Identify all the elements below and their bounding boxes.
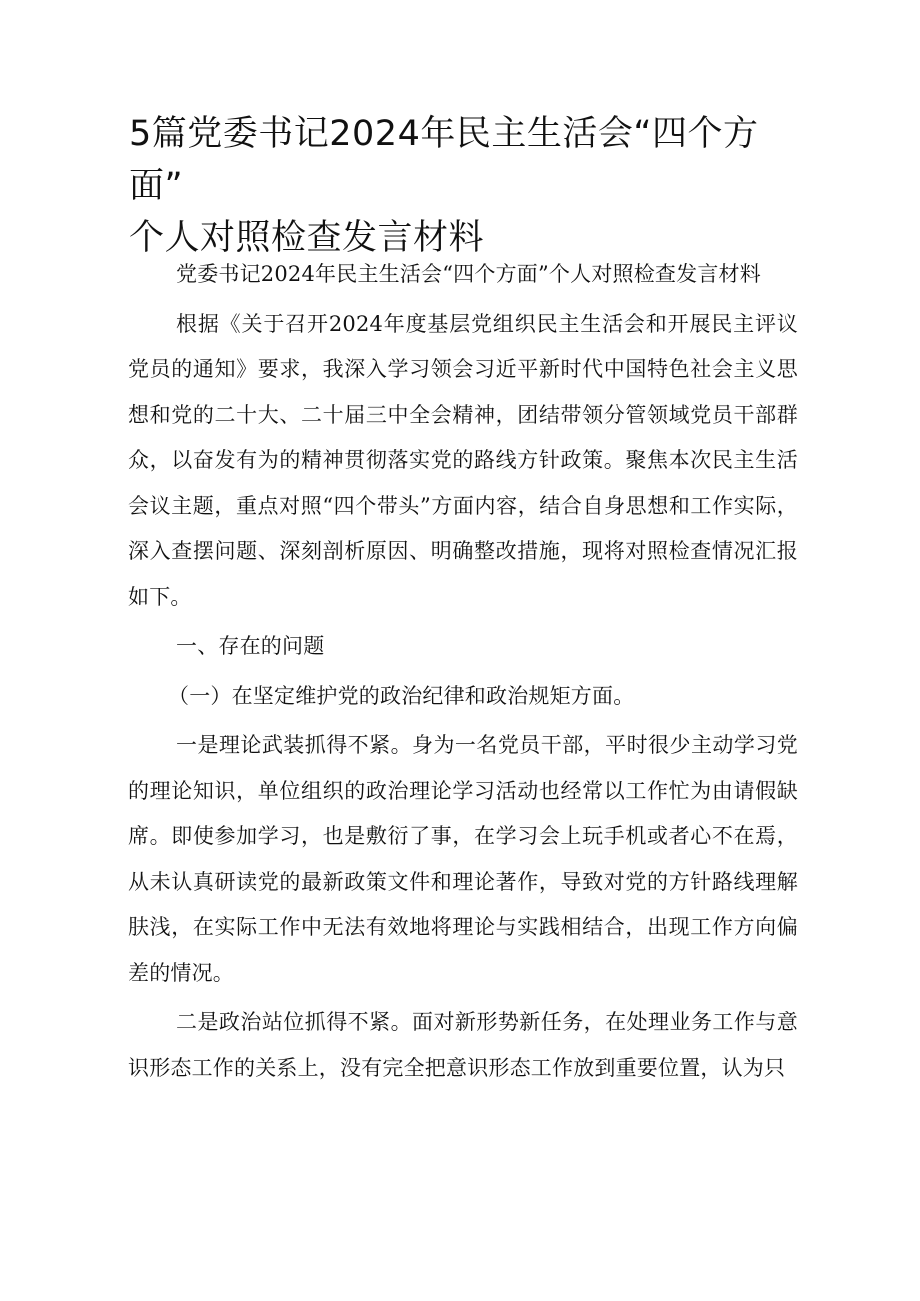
intro-paragraph: 根据《关于召开2024年度基层党组织民主生活会和开展民主评议党员的通知》要求，我深入学习领会习近平新时代中国特色社会主义思想和党的二十大、二十届三中全会精神，团结带领分管领域党员干部群众，以奋发有为的精神贯彻落实党的路线方针政策。聚焦本次民主生活会议主题，重点对照“四个带头”方面内容，结合自身思想和工作实际，深入查摆问题、深刻剖析原因、明确整改措施，现将对照检查情况汇报如下。: [128, 311, 798, 609]
title-line-1: 5篇党委书记2024年民主生活会“四个方面”: [129, 114, 759, 206]
subsection-heading: （一）在坚定维护党的政治纪律和政治规矩方面。: [168, 683, 635, 708]
subtitle-paragraph: 党委书记2024年民主生活会“四个方面”个人对照检查发言材料: [176, 262, 761, 286]
body-paragraph: 一是理论武装抓得不紧。身为一名党员干部，平时很少主动学习党的理论知识，单位组织的政治理论学习活动也经常以工作忙为由请假缺席。即使参加学习，也是敷衍了事，在学习会上玩手机或者心不在焉，从未认真研读党的最新政策文件和理论著作，导致对党的方针路线理解肤浅，在实际工作中无法有效地将理论与实践相结合，出现工作方向偏差的情况。: [128, 733, 798, 985]
body-paragraph: 二是政治站位抓得不紧。面对新形势新任务，在处理业务工作与意识形态工作的关系上，没有完全把意识形态工作放到重要位置，认为只: [128, 1010, 798, 1080]
title-line-2: 个人对照检查发言材料: [129, 218, 485, 258]
section-heading: 一、存在的问题: [176, 634, 325, 658]
document-title: [129, 108, 809, 264]
document-body: [128, 252, 798, 1095]
